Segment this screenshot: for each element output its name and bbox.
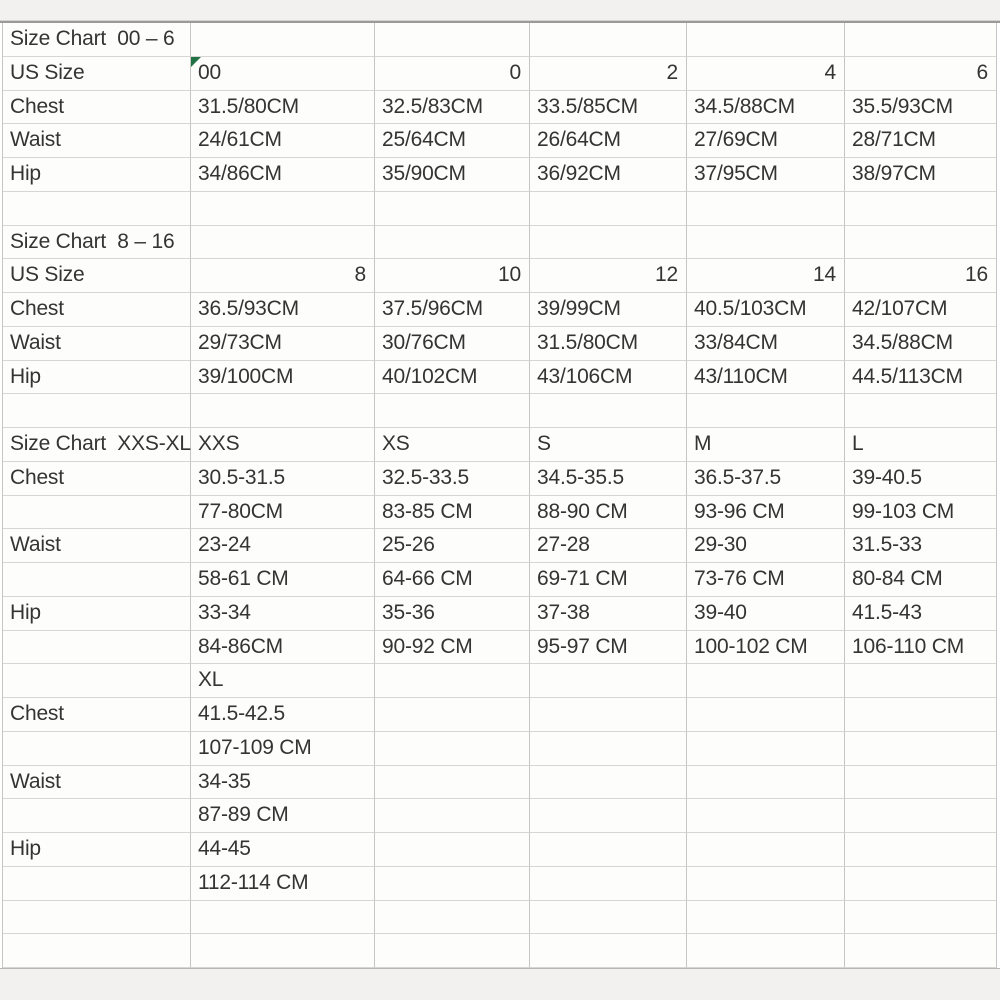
cell-text: 33/84CM [694,330,778,354]
table-cell-empty [530,833,687,867]
cell-text: Hip [10,162,41,185]
table-cell [530,597,687,631]
table-cell-empty [845,23,997,57]
table-cell [687,57,845,91]
table-cell [530,563,687,597]
table-cell [191,124,375,158]
table-cell [3,293,191,327]
top-gray-band [0,0,1000,21]
table-cell-empty [845,901,997,935]
table-cell [375,462,530,496]
cell-text: 30.5-31.5 [198,465,285,489]
table-cell-empty [375,833,530,867]
table-cell [191,766,375,800]
cell-text: US Size [10,263,85,287]
table-cell [687,361,845,395]
table-cell [845,462,997,496]
table-row [3,496,997,530]
cell-text: 32.5-33.5 [382,465,469,489]
table-row [3,934,997,968]
table-cell-empty [687,766,845,800]
table-cell [845,597,997,631]
table-cell-empty [687,226,845,260]
cell-text: 34.5-35.5 [537,465,624,489]
table-cell-empty [375,23,530,57]
cell-text: 39-40 [694,600,747,624]
table-cell [687,462,845,496]
table-cell [3,259,191,293]
table-row [3,901,997,935]
table-cell [845,293,997,327]
cell-text: 30/76CM [382,330,466,354]
table-cell-empty [3,664,191,698]
cell-text: Waist [10,330,61,354]
cell-text: Hip [10,837,41,860]
table-cell [530,91,687,125]
cell-text: M [694,432,712,455]
table-row [3,124,997,158]
cell-text: 112-114 CM [198,870,309,894]
cell-text: 6 [976,60,988,84]
table-row [3,158,997,192]
table-cell [191,259,375,293]
cell-text: 28/71CM [852,128,936,152]
cell-text: 31.5-33 [852,533,922,557]
table-cell-empty [687,664,845,698]
table-cell [375,563,530,597]
table-cell [845,91,997,125]
table-row [3,91,997,125]
table-cell-empty [530,766,687,800]
table-row [3,664,997,698]
table-cell [3,226,191,260]
cell-text: 36/92CM [537,162,621,185]
cell-text: 37.5/96CM [382,297,483,320]
cell-text: 41.5-42.5 [198,702,285,725]
cell-text: XS [382,432,410,455]
table-cell [191,664,375,698]
cell-text: 36.5/93CM [198,297,299,320]
cell-text: 90-92 CM [382,634,473,658]
table-cell [845,529,997,563]
cell-text: 39-40.5 [852,465,922,489]
table-cell-empty [3,934,191,968]
table-cell-empty [375,192,530,226]
cell-text: 43/110CM [694,364,788,388]
table-cell [687,327,845,361]
table-cell [687,293,845,327]
size-chart-table [2,23,997,968]
cell-text: 83-85 CM [382,499,473,523]
table-cell-empty [191,23,375,57]
table-cell-empty [687,833,845,867]
cell-text: Hip [10,600,41,624]
table-cell [375,57,530,91]
cell-text: Size Chart 8 – 16 [10,229,175,253]
cell-text: 25-26 [382,533,435,557]
table-cell-empty [3,563,191,597]
table-cell [3,833,191,867]
cell-text: 00 [198,60,221,84]
cell-text: 0 [509,60,521,84]
table-cell [3,462,191,496]
table-cell [191,57,375,91]
cell-text: Size Chart XXS-XL [10,432,191,455]
table-cell-empty [3,901,191,935]
cell-text: 43/106CM [537,364,633,388]
cell-text: 40/102CM [382,364,478,388]
table-cell-empty [845,664,997,698]
table-cell-empty [375,732,530,766]
table-cell-empty [3,631,191,665]
table-row [3,327,997,361]
table-cell [3,698,191,732]
table-cell-empty [687,901,845,935]
table-cell [687,529,845,563]
table-cell [687,91,845,125]
table-cell-empty [530,698,687,732]
table-cell-empty [530,23,687,57]
table-cell [687,496,845,530]
cell-text: 64-66 CM [382,567,473,590]
table-cell [687,597,845,631]
table-cell [687,158,845,192]
table-cell [3,428,191,462]
cell-text: 58-61 CM [198,567,289,590]
cell-text: 29/73CM [198,330,282,354]
table-cell-empty [687,192,845,226]
table-cell [191,732,375,766]
cell-text: 42/107CM [852,297,948,320]
table-cell [687,631,845,665]
cell-text: XL [198,668,224,692]
cell-text: 24/61CM [198,128,282,152]
cell-text: 88-90 CM [537,499,628,523]
cell-text: 37-38 [537,600,590,624]
table-cell [191,867,375,901]
table-row [3,529,997,563]
cell-text: 34-35 [198,769,251,793]
cell-text: 84-86CM [198,634,283,658]
bottom-gray-band [0,969,1000,1000]
table-cell-empty [3,496,191,530]
table-row [3,597,997,631]
table-cell-empty [687,23,845,57]
cell-text: 80-84 CM [852,567,943,590]
cell-text: 95-97 CM [537,634,628,658]
table-row [3,799,997,833]
table-cell [687,563,845,597]
table-cell-empty [845,192,997,226]
cell-text: 35/90CM [382,162,466,185]
cell-text: 44.5/113CM [852,364,963,388]
cell-text: US Size [10,60,85,84]
table-cell [3,91,191,125]
cell-text: 39/100CM [198,364,294,388]
cell-text: Size Chart 00 – 6 [10,27,175,50]
table-cell [845,428,997,462]
cell-text: 23-24 [198,533,251,557]
table-cell [375,631,530,665]
cell-text: 27/69CM [694,128,778,152]
table-cell [3,766,191,800]
table-cell-empty [3,192,191,226]
table-cell [191,833,375,867]
cell-text: 2 [666,60,678,84]
cell-text: 100-102 CM [694,634,808,658]
cell-text: 35.5/93CM [852,94,953,118]
table-cell-empty [375,698,530,732]
cell-text: 32.5/83CM [382,94,483,118]
cell-text: 10 [498,263,521,287]
cell-text: 35-36 [382,600,435,624]
cell-text: 33-34 [198,600,251,624]
cell-text: Chest [10,297,64,320]
cell-text: Chest [10,702,64,725]
table-cell-empty [375,901,530,935]
table-cell [375,91,530,125]
table-cell [191,293,375,327]
table-row [3,428,997,462]
table-cell-empty [375,394,530,428]
table-row [3,462,997,496]
table-cell [191,158,375,192]
table-row [3,698,997,732]
table-row [3,833,997,867]
table-cell [3,529,191,563]
table-cell [530,631,687,665]
table-cell [845,124,997,158]
table-cell [191,496,375,530]
table-row [3,867,997,901]
table-cell [191,799,375,833]
table-cell-empty [845,732,997,766]
table-cell [530,529,687,563]
table-cell [375,496,530,530]
table-cell [687,259,845,293]
table-cell [845,57,997,91]
cell-text: Waist [10,128,61,152]
table-row [3,563,997,597]
cell-text: Waist [10,533,61,557]
table-cell [191,91,375,125]
table-cell-empty [191,394,375,428]
table-cell [687,428,845,462]
table-cell-empty [530,901,687,935]
table-cell-empty [3,394,191,428]
cell-text: 25/64CM [382,128,466,152]
cell-text: 8 [354,263,366,287]
table-cell-empty [375,934,530,968]
table-cell [845,361,997,395]
table-cell [530,293,687,327]
table-cell [530,428,687,462]
green-corner-flag-icon [191,57,201,67]
table-cell-empty [845,394,997,428]
cell-text: 69-71 CM [537,567,628,590]
table-row [3,23,997,57]
cell-text: 14 [813,263,836,287]
table-cell [530,361,687,395]
cell-text: 37/95CM [694,162,778,185]
table-cell [845,631,997,665]
table-cell [530,327,687,361]
table-cell-empty [530,799,687,833]
table-cell-empty [687,934,845,968]
table-cell [191,529,375,563]
cell-text: 31.5/80CM [198,94,299,118]
table-cell [845,496,997,530]
cell-text: 33.5/85CM [537,94,638,118]
table-cell [375,597,530,631]
table-cell [375,124,530,158]
table-cell [845,158,997,192]
table-cell [845,563,997,597]
table-row [3,732,997,766]
cell-text: S [537,432,551,455]
cell-text: 27-28 [537,533,590,557]
table-cell-empty [687,394,845,428]
table-cell [375,293,530,327]
table-cell-empty [687,867,845,901]
table-cell [530,57,687,91]
table-cell-empty [530,394,687,428]
table-cell [3,23,191,57]
cell-text: 73-76 CM [694,567,785,590]
table-cell [375,158,530,192]
table-cell-empty [845,833,997,867]
table-cell [3,597,191,631]
table-cell-empty [530,226,687,260]
table-cell-empty [687,799,845,833]
table-cell-empty [845,867,997,901]
table-cell-empty [191,226,375,260]
table-row [3,631,997,665]
cell-text: 34/86CM [198,162,282,185]
table-cell [530,124,687,158]
cell-text: 38/97CM [852,162,936,185]
table-row [3,192,997,226]
table-row [3,57,997,91]
table-cell-empty [687,698,845,732]
table-cell-empty [375,226,530,260]
cell-text: 93-96 CM [694,499,785,523]
table-row [3,259,997,293]
cell-text: 41.5-43 [852,600,922,624]
table-cell [530,259,687,293]
table-cell [191,597,375,631]
table-cell-empty [530,867,687,901]
table-cell-empty [530,192,687,226]
cell-text: 31.5/80CM [537,330,638,354]
table-cell-empty [845,766,997,800]
table-cell-empty [375,664,530,698]
cell-text: 26/64CM [537,128,621,152]
cell-text: 107-109 CM [198,735,312,759]
table-cell-empty [687,732,845,766]
table-cell-empty [375,867,530,901]
table-cell [375,428,530,462]
cell-text: 40.5/103CM [694,297,807,320]
cell-text: 39/99CM [537,297,621,320]
table-cell-empty [530,664,687,698]
table-cell-empty [845,799,997,833]
table-cell [191,327,375,361]
table-cell-empty [191,192,375,226]
table-cell [530,462,687,496]
table-cell [375,259,530,293]
table-cell [191,428,375,462]
table-row [3,766,997,800]
table-cell [687,124,845,158]
cell-text: 44-45 [198,837,251,860]
table-cell-empty [191,934,375,968]
cell-text: 34.5/88CM [852,330,953,354]
cell-text: Chest [10,94,64,118]
cell-text: 36.5-37.5 [694,465,781,489]
table-row [3,361,997,395]
table-cell [375,327,530,361]
cell-text: Waist [10,769,61,793]
table-cell-empty [845,226,997,260]
cell-text: 87-89 CM [198,803,289,827]
table-cell [3,327,191,361]
table-row [3,394,997,428]
table-cell-empty [3,867,191,901]
cell-text: L [852,432,864,455]
table-cell [191,361,375,395]
cell-text: 4 [824,60,836,84]
cell-text: 99-103 CM [852,499,955,523]
table-cell [845,259,997,293]
table-cell-empty [845,698,997,732]
cell-text: 12 [655,263,678,287]
table-cell [530,158,687,192]
table-cell [191,698,375,732]
table-cell [191,563,375,597]
cell-text: 16 [965,263,988,287]
table-cell [530,496,687,530]
table-cell-empty [3,732,191,766]
table-cell-empty [375,799,530,833]
table-cell-empty [530,934,687,968]
cell-text: 29-30 [694,533,747,557]
table-cell [3,124,191,158]
table-cell [191,631,375,665]
table-row [3,226,997,260]
cell-text: Chest [10,465,64,489]
table-cell-empty [191,901,375,935]
cell-text: 106-110 CM [852,634,965,658]
table-cell-empty [375,766,530,800]
cell-text: 77-80CM [198,499,283,523]
table-cell [845,327,997,361]
cell-text: 34.5/88CM [694,94,795,118]
table-cell [3,158,191,192]
cell-text: Hip [10,364,41,388]
table-cell-empty [530,732,687,766]
table-cell-empty [3,799,191,833]
cell-text: XXS [198,432,240,455]
table-cell-empty [845,934,997,968]
table-cell [375,361,530,395]
table-cell [191,462,375,496]
table-cell [375,529,530,563]
table-cell [3,361,191,395]
table-cell [3,57,191,91]
table-row [3,293,997,327]
